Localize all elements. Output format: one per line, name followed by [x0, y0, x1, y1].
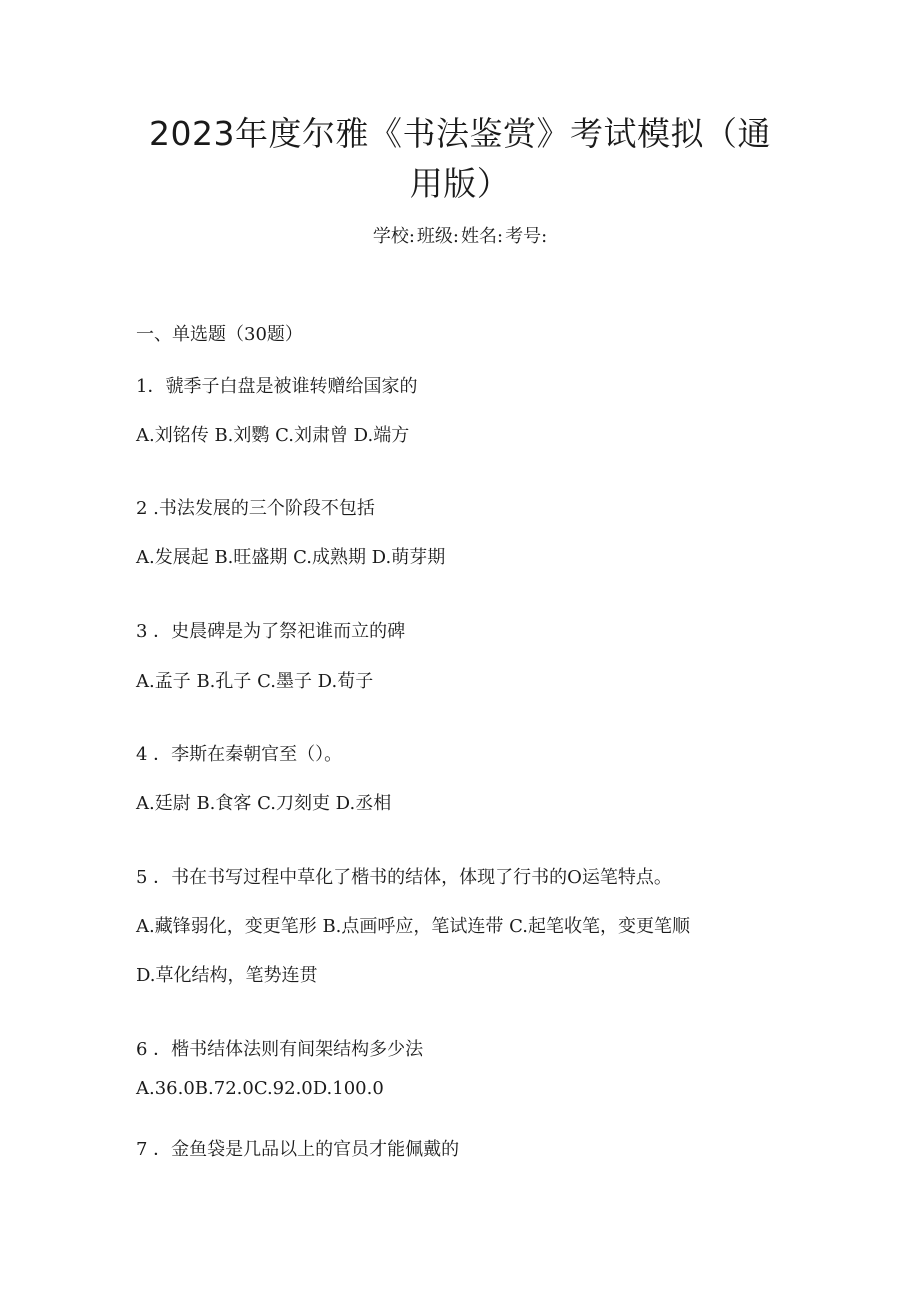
- name-label: 姓名:: [461, 226, 504, 247]
- question-7-stem: 7 ．金鱼袋是几品以上的官员才能佩戴的: [136, 1139, 460, 1160]
- question-6-options: A.36.0B.72.0C.92.0D.100.0: [136, 1078, 384, 1099]
- question-2-stem: 2 .书法发展的三个阶段不包括: [136, 498, 375, 519]
- question-5-stem: 5 ．书在书写过程中草化了楷书的结体，体现了行书的O运笔特点。: [136, 867, 672, 888]
- exam-number-label: 考号:: [505, 226, 548, 247]
- document-title-line-2: 用版）: [409, 164, 511, 203]
- question-4-stem: 4 ．李斯在秦朝官至（）。: [136, 744, 343, 765]
- class-label: 班级:: [416, 226, 459, 247]
- student-info-line: [0, 224, 920, 250]
- question-1-options: A.刘铭传 B.刘鹦 C.刘肃曾 D.端方: [136, 425, 410, 446]
- question-5-options-line-2: D.草化结构，笔势连贯: [136, 965, 318, 986]
- question-1-stem: 1．虢季子白盘是被谁转赠给国家的: [136, 376, 418, 397]
- question-6-stem: 6 ．楷书结体法则有间架结构多少法: [136, 1039, 424, 1060]
- question-5-options-line-1: A.藏锋弱化，变更笔形 B.点画呼应，笔试连带 C.起笔收笔，变更笔顺: [136, 916, 690, 937]
- document-title-line-1: 2023年度尔雅《书法鉴赏》考试模拟（通: [149, 114, 771, 153]
- question-3-options: A.孟子 B.孔子 C.墨子 D.荀子: [136, 671, 374, 692]
- question-2-options: A.发展起 B.旺盛期 C.成熟期 D.萌芽期: [136, 547, 446, 568]
- question-3-stem: 3 ．史晨碑是为了祭祀谁而立的碑: [136, 621, 406, 642]
- section-heading: 一、单选题（30题）: [136, 324, 303, 345]
- school-label: 学校:: [372, 226, 415, 247]
- question-4-options: A.廷尉 B.食客 C.刀刻吏 D.丞相: [136, 793, 392, 814]
